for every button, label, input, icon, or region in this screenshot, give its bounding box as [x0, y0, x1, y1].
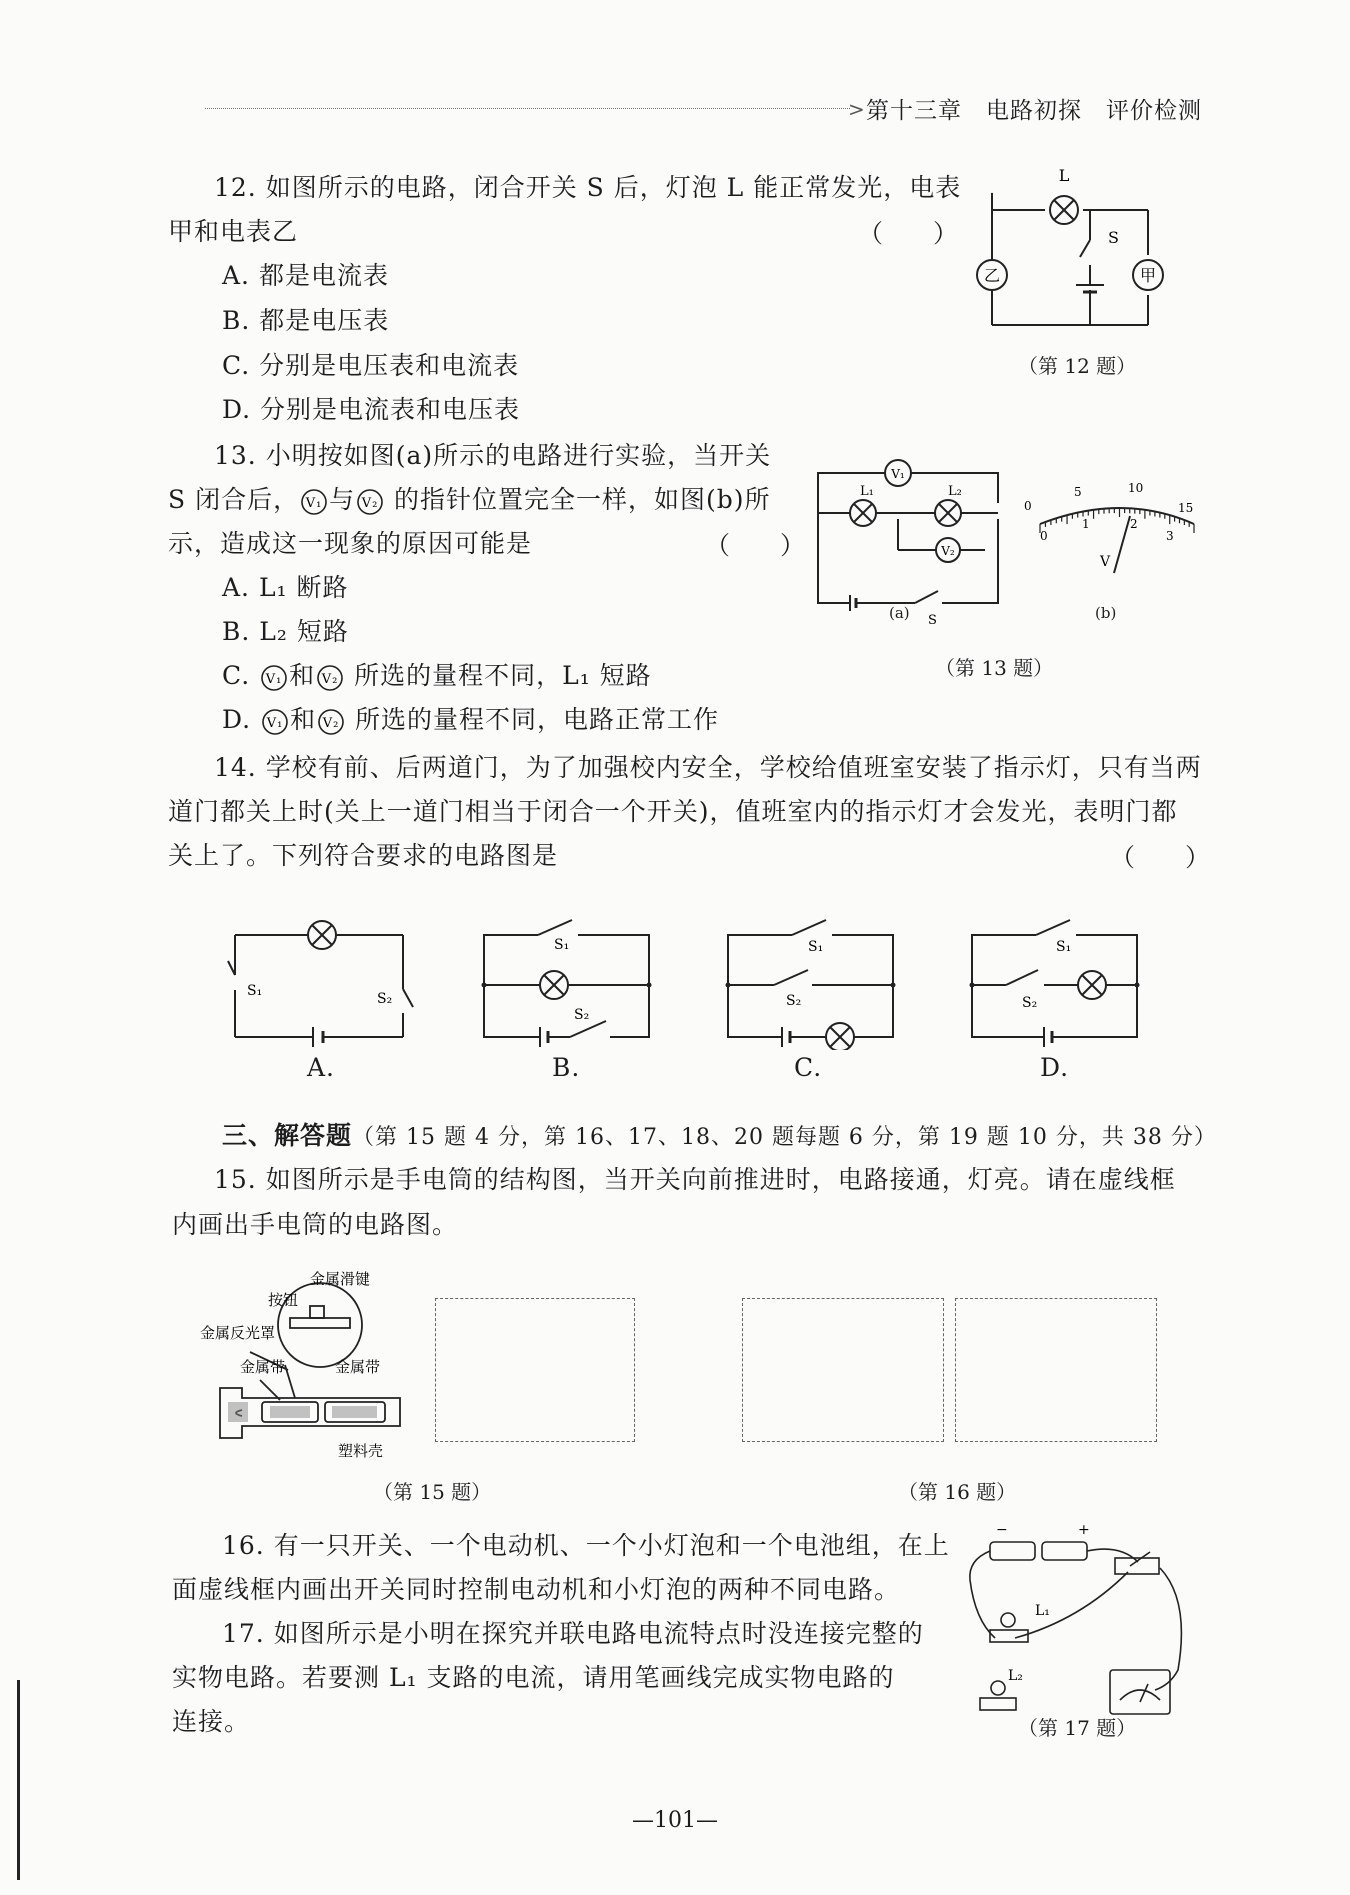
q15-answer-box[interactable]	[435, 1298, 635, 1442]
q14-label-a: A.	[307, 1053, 336, 1082]
q12-lamp-label: L	[1058, 166, 1070, 185]
q14-label-c: C.	[794, 1053, 823, 1082]
q12-option-d: D. 分别是电流表和电压表	[222, 395, 521, 424]
q13-line-2-b: 与	[329, 485, 356, 514]
q13-a-v2-label: V₂	[941, 544, 955, 558]
svg-text:V₂: V₂	[361, 495, 379, 511]
q13-a-l2-label: L₂	[948, 484, 962, 499]
v1-meter-icon	[259, 663, 289, 693]
q14-b-s1-label: S₁	[554, 937, 570, 953]
q12-circuit-figure	[960, 165, 1200, 335]
q15-label-strip-right: 金属带	[335, 1358, 381, 1376]
v2-meter-icon	[315, 663, 345, 693]
q12-switch-label: S	[1108, 228, 1119, 247]
svg-text:V₂: V₂	[321, 671, 339, 687]
q13-fig-a-label: (a)	[889, 604, 910, 622]
q14-a-s1-label: S₁	[247, 983, 263, 999]
q12-line-2: 甲和电表乙	[168, 217, 299, 246]
svg-text:V₁: V₁	[266, 715, 284, 731]
q16-answer-box-2[interactable]	[955, 1298, 1157, 1442]
q17-line-1: 17. 如图所示是小明在探究并联电路电流特点时没连接完整的	[222, 1619, 924, 1648]
q15-label-reflector: 金属反光罩	[200, 1324, 276, 1342]
svg-text:V₁: V₁	[265, 671, 283, 687]
dial-bottom-1: 1	[1082, 517, 1090, 531]
v1-meter-icon	[299, 487, 329, 517]
q14-line-2: 道门都关上时(关上一道门相当于闭合一个开关)，值班室内的指示灯才会发光，表明门都	[168, 797, 1178, 826]
q13-a-l1-label: L₁	[860, 484, 874, 499]
q15-label-slide-key: 金属滑键	[310, 1270, 371, 1288]
q14-d-s2-label: S₂	[1022, 995, 1038, 1011]
dial-unit: V	[1100, 554, 1111, 570]
q13-a-s-label: S	[928, 613, 937, 628]
page-number: —101—	[632, 1808, 718, 1833]
v1-meter-icon	[260, 707, 290, 737]
q12-meter-left-label: 乙	[983, 266, 1001, 285]
q13-a-v1-label: V₁	[891, 467, 905, 481]
dial-bottom-0: 0	[1040, 529, 1048, 543]
q12-caption: （第 12 题）	[1018, 354, 1137, 378]
q14-c-s1-label: S₁	[808, 939, 824, 955]
q17-battery-minus: −	[996, 1522, 1008, 1538]
q17-caption: （第 17 题）	[1018, 1716, 1137, 1740]
q17-line-3: 连接。	[172, 1707, 251, 1736]
scan-edge-mark	[17, 1680, 20, 1880]
q13-line-2	[168, 480, 771, 520]
q13-option-a: A. L₁ 断路	[222, 573, 349, 602]
dial-top-10: 10	[1128, 481, 1144, 495]
q15-line-1: 15. 如图所示是手电筒的结构图，当开关向前推进时，电路接通，灯亮。请在虚线框	[214, 1165, 1176, 1194]
header-arrow-icon: >	[848, 97, 865, 121]
q13-option-c-text: 所选的量程不同，L₁ 短路	[354, 661, 652, 690]
q16-line-1: 16. 有一只开关、一个电动机、一个小灯泡和一个电池组，在上	[222, 1531, 950, 1560]
q13-option-c-letter: C.	[222, 661, 251, 690]
q17-physical-circuit-figure	[960, 1520, 1185, 1730]
q12-answer-paren: （ ）	[858, 219, 959, 248]
v2-meter-icon	[316, 707, 346, 737]
q15-flashlight-figure	[200, 1270, 425, 1460]
q14-label-d: D.	[1040, 1053, 1070, 1082]
q13-voltmeter-dial	[1018, 478, 1198, 588]
q14-circuit-a	[225, 915, 415, 1050]
q12-meter-right-label: 甲	[1139, 266, 1157, 285]
q15-caption: （第 15 题）	[373, 1480, 492, 1504]
q13-line-1: 13. 小明按如图(a)所示的电路进行实验，当开关	[214, 441, 772, 470]
q13-fig-b-label: (b)	[1095, 604, 1117, 622]
q14-c-s2-label: S₂	[786, 993, 802, 1009]
q14-circuit-d	[966, 915, 1146, 1050]
q13-option-c	[222, 656, 652, 696]
q13-option-d-and: 和	[290, 705, 317, 734]
q12-option-b: B. 都是电压表	[222, 306, 390, 335]
dial-bottom-3: 3	[1166, 529, 1174, 543]
section-3-heading	[222, 1116, 1217, 1158]
q13-answer-paren: （ ）	[705, 531, 806, 560]
q12-line-1: 12. 如图所示的电路，闭合开关 S 后，灯泡 L 能正常发光，电表	[214, 173, 962, 202]
q15-line-2: 内画出手电筒的电路图。	[172, 1210, 459, 1239]
q15-label-strip-left: 金属带	[240, 1358, 286, 1376]
q13-line-3: 示，造成这一现象的原因可能是	[168, 529, 533, 558]
dial-top-15: 15	[1178, 501, 1194, 515]
q13-option-b: B. L₂ 短路	[222, 617, 349, 646]
q13-caption: （第 13 题）	[935, 656, 1054, 680]
q13-option-c-and: 和	[289, 661, 316, 690]
q14-circuit-b	[478, 915, 658, 1050]
q15-label-shell: 塑料壳	[338, 1442, 384, 1460]
q13-option-d	[222, 700, 719, 740]
q14-label-b: B.	[552, 1053, 581, 1082]
q16-caption: （第 16 题）	[898, 1480, 1017, 1504]
q12-option-c: C. 分别是电压表和电流表	[222, 351, 520, 380]
q16-line-2: 面虚线框内画出开关同时控制电动机和小灯泡的两种不同电路。	[172, 1575, 901, 1604]
q13-circuit-a	[810, 455, 1010, 630]
q16-answer-box-1[interactable]	[742, 1298, 944, 1442]
dial-bottom-2: 2	[1130, 517, 1138, 531]
q17-l1-label: L₁	[1035, 1603, 1050, 1619]
q14-line-3: 关上了。下列符合要求的电路图是	[168, 841, 559, 870]
q17-line-2: 实物电路。若要测 L₁ 支路的电流，请用笔画线完成实物电路的	[172, 1663, 895, 1692]
q14-circuit-c	[722, 915, 902, 1050]
q13-option-d-letter: D.	[222, 705, 252, 734]
q13-line-2-a: S 闭合后，	[168, 485, 300, 514]
q17-l2-label: L₂	[1008, 1668, 1023, 1684]
q14-d-s1-label: S₁	[1056, 939, 1072, 955]
svg-text:V₁: V₁	[305, 495, 323, 511]
q17-battery-plus: +	[1078, 1522, 1090, 1538]
q13-option-d-text: 所选的量程不同，电路正常工作	[355, 705, 720, 734]
q15-label-button: 按钮	[268, 1291, 299, 1309]
q13-line-2-c: 的指针位置完全一样，如图(b)所	[394, 485, 771, 514]
q12-option-a: A. 都是电流表	[222, 261, 389, 290]
q14-a-s2-label: S₂	[377, 991, 393, 1007]
q14-answer-paren: （ ）	[1110, 843, 1211, 872]
svg-text:V₂: V₂	[322, 715, 340, 731]
section-3-detail: （第 15 题 4 分，第 16、17、18、20 题每题 6 分，第 19 题 10 分，共 38 分）	[352, 1125, 1217, 1150]
q14-b-s2-label: S₂	[574, 1007, 590, 1023]
header-rule	[205, 108, 850, 109]
section-3-title: 三、解答题	[222, 1121, 353, 1150]
chapter-header: 第十三章 电路初探 评价检测	[866, 98, 1202, 124]
v2-meter-icon	[355, 487, 385, 517]
dial-top-0: 0	[1024, 499, 1032, 513]
q14-line-1: 14. 学校有前、后两道门，为了加强校内安全，学校给值班室安装了指示灯，只有当两	[214, 753, 1202, 782]
dial-top-5: 5	[1074, 485, 1082, 499]
